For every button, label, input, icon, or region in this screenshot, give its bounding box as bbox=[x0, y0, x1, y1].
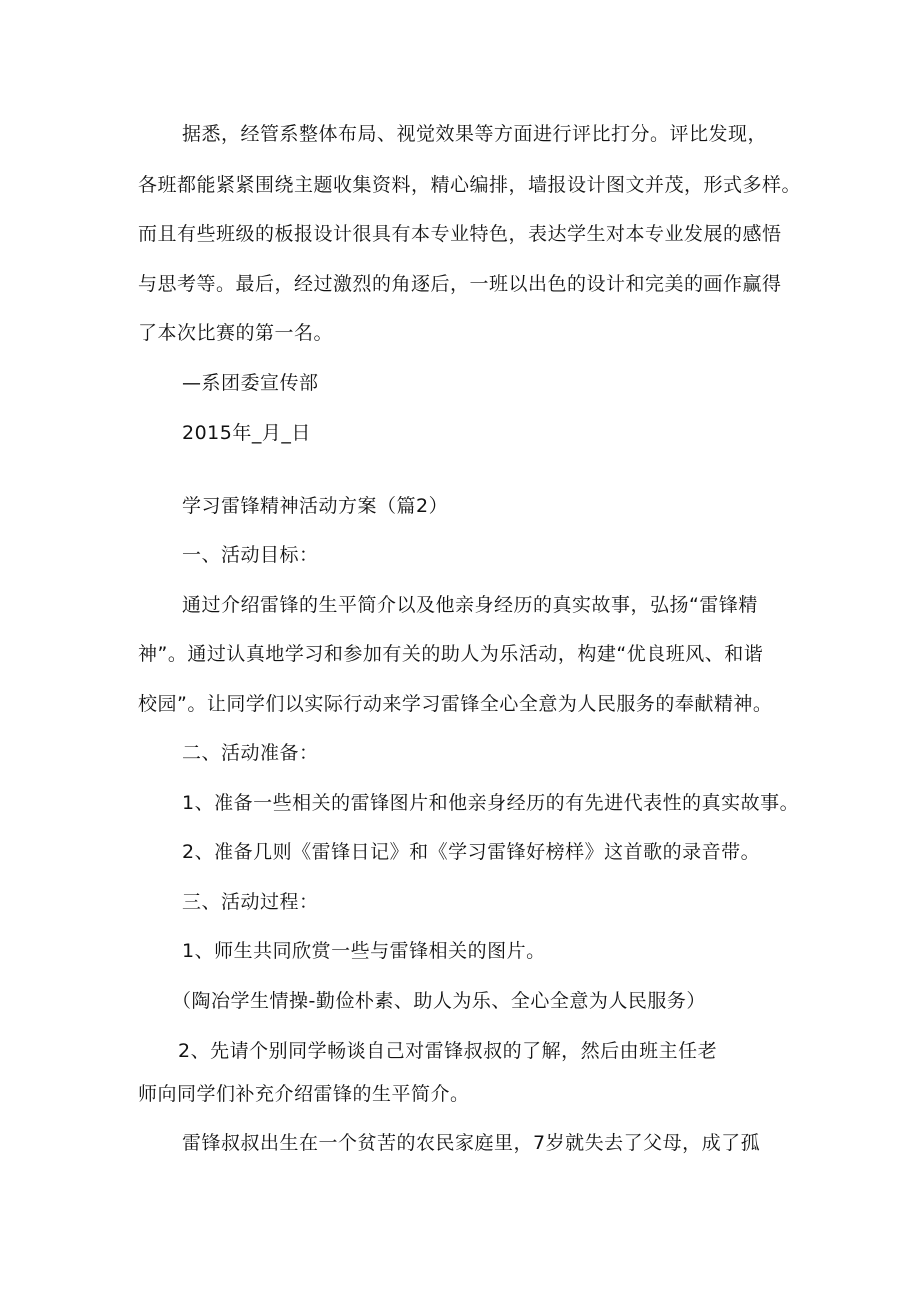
section-1-line-3: 校园”。让同学们以实际行动来学习雷锋全心全意为人民服务的奉献精神。 bbox=[138, 693, 773, 715]
paragraph-1-line-3: 而且有些班级的板报设计很具有本专业特色，表达学生对本专业发展的感悟 bbox=[138, 223, 782, 245]
section-1-title: 一、活动目标： bbox=[182, 544, 319, 566]
section-1-line-1: 通过介绍雷锋的生平简介以及他亲身经历的真实故事，弘扬“雷锋精 bbox=[182, 594, 758, 616]
story-line: 雷锋叔叔出生在一个贫苦的农民家庭里，7岁就失去了父母，成了孤 bbox=[182, 1132, 761, 1154]
section-2-title: 二、活动准备： bbox=[182, 742, 319, 764]
paragraph-1-line-1: 据悉，经管系整体布局、视觉效果等方面进行评比打分。评比发现， bbox=[182, 123, 768, 145]
paragraph-1-line-5: 了本次比赛的第一名。 bbox=[138, 322, 334, 344]
section-heading: 学习雷锋精神活动方案（篇2） bbox=[182, 495, 449, 517]
prep-item-1: 1、准备一些相关的雷锋图片和他亲身经历的有先进代表性的真实故事。 bbox=[182, 792, 800, 814]
paragraph-1-line-2: 各班都能紧紧围绕主题收集资料，精心编排，墙报设计图文并茂，形式多样。 bbox=[138, 174, 802, 196]
section-3-title: 三、活动过程： bbox=[182, 891, 319, 913]
prep-item-2: 2、准备几则《雷锋日记》和《学习雷锋好榜样》这首歌的录音带。 bbox=[182, 841, 761, 863]
signature: —系团委宣传部 bbox=[182, 372, 319, 394]
process-note: （陶冶学生情操-勤俭朴素、助人为乐、全心全意为人民服务） bbox=[172, 990, 706, 1012]
process-item-2-line-2: 师向同学们补充介绍雷锋的生平简介。 bbox=[138, 1083, 470, 1105]
section-1-line-2: 神”。通过认真地学习和参加有关的助人为乐活动，构建“优良班风、和谐 bbox=[138, 643, 764, 665]
date: 2015年_月_日 bbox=[182, 422, 311, 444]
process-item-2-line-1: 2、先请个别同学畅谈自己对雷锋叔叔的了解，然后由班主任老 bbox=[178, 1040, 718, 1062]
process-item-1: 1、师生共同欣赏一些与雷锋相关的图片。 bbox=[182, 940, 546, 962]
paragraph-1-line-4: 与思考等。最后，经过激烈的角逐后，一班以出色的设计和完美的画作赢得 bbox=[138, 273, 782, 295]
